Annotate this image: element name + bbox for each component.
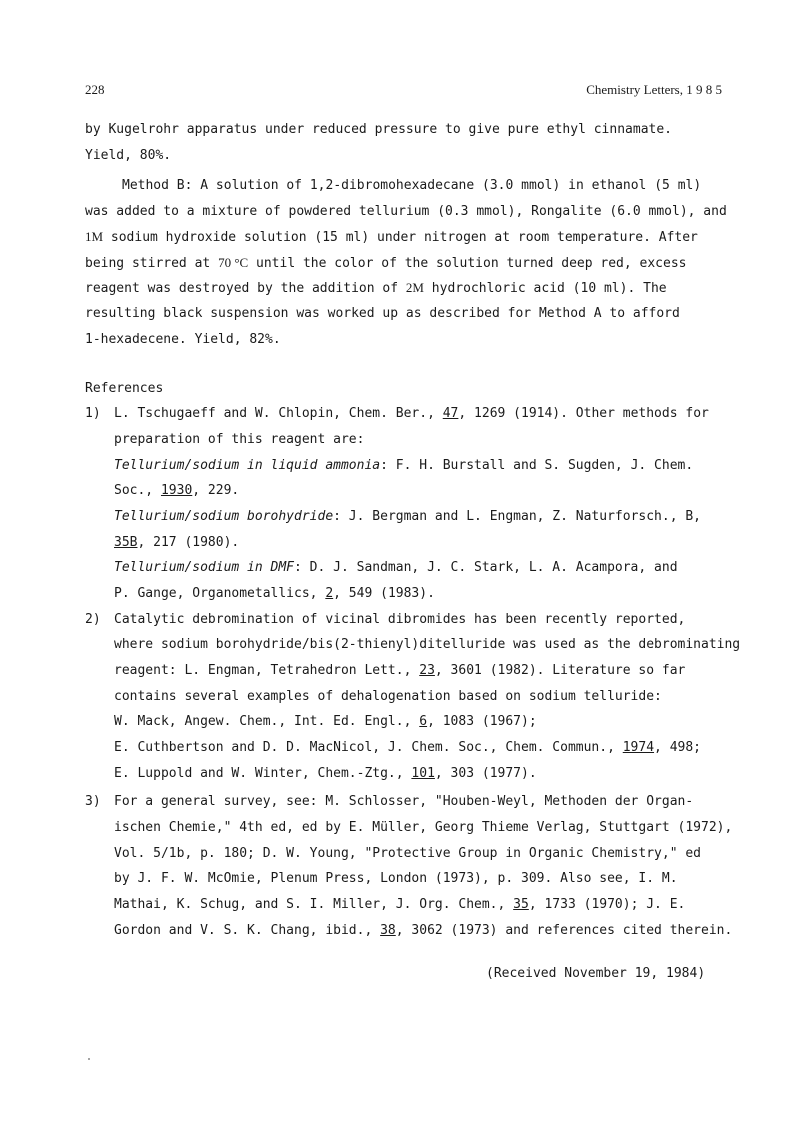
concentration: 2M <box>405 280 424 295</box>
references-heading: References <box>85 381 164 396</box>
body-line: resulting black suspension was worked up as described for Method A to afford <box>85 306 680 321</box>
body-line: Yield, 80%. <box>85 148 172 163</box>
reference-line: For a general survey, see: M. Schlosser, "Houben-Weyl, Methoden der Organ- <box>114 794 694 809</box>
reference-line: preparation of this reagent are: <box>114 432 365 447</box>
concentration: 1M <box>85 229 104 244</box>
reference-line: Tellurium/sodium in liquid ammonia: F. H. Burstall and S. Sugden, J. Chem. <box>114 458 694 473</box>
body-line: by Kugelrohr apparatus under reduced pressure to give pure ethyl cinnamate. <box>85 122 672 137</box>
reference-line: Catalytic debromination of vicinal dibromides has been recently reported, <box>114 612 686 627</box>
reference-line: P. Gange, Organometallics, 2, 549 (1983). <box>114 586 435 601</box>
reference-line: Gordon and V. S. K. Chang, ibid., 38, 3062 (1973) and references cited therein. <box>114 923 733 938</box>
body-line: was added to a mixture of powdered tellurium (0.3 mmol), Rongalite (6.0 mmol), and <box>85 204 727 219</box>
body-line: reagent was destroyed by the addition of 2M hydrochloric acid (10 ml). The <box>85 280 667 296</box>
body-line: Method B: A solution of 1,2-dibromohexadecane (3.0 mmol) in ethanol (5 ml) <box>122 178 702 193</box>
received-date: (Received November 19, 1984) <box>486 966 706 981</box>
temperature: 70 °C <box>218 255 249 270</box>
reference-line: where sodium borohydride/bis(2-thienyl)ditelluride was used as the debrominating <box>114 637 741 652</box>
reference-line: Soc., 1930, 229. <box>114 483 240 498</box>
reference-line: ischen Chemie," 4th ed, ed by E. Müller, Georg Thieme Verlag, Stuttgart (1972), <box>114 820 733 835</box>
reference-number: 3) <box>85 794 101 809</box>
reference-number: 2) <box>85 612 101 627</box>
reference-line: Vol. 5/1b, p. 180; D. W. Young, "Protective Group in Organic Chemistry," ed <box>114 846 701 861</box>
page-number: 228 <box>85 82 105 97</box>
reference-number: 1) <box>85 406 101 421</box>
scan-speck <box>88 1058 90 1060</box>
reference-line: W. Mack, Angew. Chem., Int. Ed. Engl., 6, 1083 (1967); <box>114 714 537 729</box>
reference-line: by J. F. W. McOmie, Plenum Press, London (1973), p. 309. Also see, I. M. <box>114 871 678 886</box>
journal-header: Chemistry Letters, 1 9 8 5 <box>586 82 722 97</box>
reference-line: Mathai, K. Schug, and S. I. Miller, J. Org. Chem., 35, 1733 (1970); J. E. <box>114 897 686 912</box>
reference-line: Tellurium/sodium borohydride: J. Bergman and L. Engman, Z. Naturforsch., B, <box>114 509 702 524</box>
reference-line: reagent: L. Engman, Tetrahedron Lett., 23, 3601 (1982). Literature so far <box>114 663 686 678</box>
reference-line: E. Luppold and W. Winter, Chem.-Ztg., 101, 303 (1977). <box>114 766 537 781</box>
body-line: 1M sodium hydroxide solution (15 ml) under nitrogen at room temperature. After <box>85 229 698 245</box>
reference-line: L. Tschugaeff and W. Chlopin, Chem. Ber., 47, 1269 (1914). Other methods for <box>114 406 709 421</box>
reference-line: 35B, 217 (1980). <box>114 535 240 550</box>
body-line: being stirred at 70 °C until the color of the solution turned deep red, excess <box>85 255 687 271</box>
reference-line: contains several examples of dehalogenation based on sodium telluride: <box>114 689 662 704</box>
reference-line: E. Cuthbertson and D. D. MacNicol, J. Chem. Soc., Chem. Commun., 1974, 498; <box>114 740 702 755</box>
body-line: 1-hexadecene. Yield, 82%. <box>85 332 281 347</box>
reference-line: Tellurium/sodium in DMF: D. J. Sandman, J. C. Stark, L. A. Acampora, and <box>114 560 678 575</box>
